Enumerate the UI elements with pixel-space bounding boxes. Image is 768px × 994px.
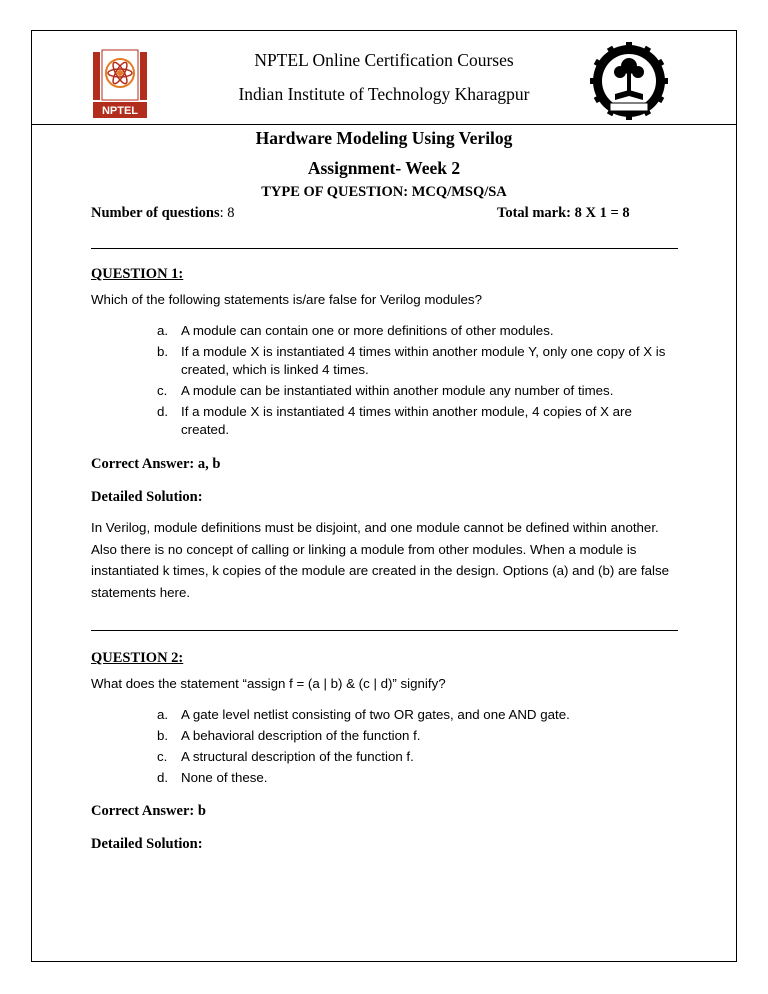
option-text: None of these.: [181, 770, 268, 785]
question-1-solution-label: Detailed Solution:: [91, 489, 203, 505]
question-2-options: [157, 706, 667, 790]
option-letter: c.: [157, 383, 168, 398]
section-divider: [91, 630, 678, 631]
document-subtitle: Assignment- Week 2: [307, 158, 461, 178]
question-1-solution-text: In Verilog, module definitions must be disjoint, and one module cannot be defined within another. Also there is no concept of calling or linking a module from other modules. When a module is instantiated k times, k copies of the module are created in the design. Options (a) and (b) are false statements here.: [91, 520, 669, 600]
question-2-option-b: [157, 727, 667, 745]
question-1-text: Which of the following statements is/are false for Verilog modules?: [91, 292, 482, 307]
option-text: If a module X is instantiated 4 times within another module, 4 copies of X are created.: [181, 404, 632, 437]
question-2-option-c: [157, 748, 667, 766]
option-letter: b.: [157, 344, 169, 359]
option-letter: d.: [157, 770, 169, 785]
question-2-correct-answer: Correct Answer: b: [91, 803, 206, 819]
option-text: A module can contain one or more definitions of other modules.: [181, 323, 554, 338]
svg-text:NPTEL: NPTEL: [101, 105, 139, 117]
question-1-correct-answer: Correct Answer: a, b: [91, 456, 221, 472]
question-1-option-c: [157, 382, 667, 400]
question-2-text: What does the statement “assign f = (a | b) & (c | d)” signify?: [91, 676, 446, 691]
option-letter: c.: [157, 749, 168, 764]
option-letter: a.: [157, 707, 169, 722]
option-text: A module can be instantiated within another module any number of times.: [181, 383, 614, 398]
header-course-title: NPTEL Online Certification Courses: [254, 50, 514, 70]
number-of-questions: [91, 205, 235, 222]
option-text: A gate level netlist consisting of two OR gates, and one AND gate.: [181, 707, 570, 722]
question-2-option-d: [157, 769, 667, 787]
option-text: If a module X is instantiated 4 times within another module Y, only one copy of X is created, which is linked 4 times.: [181, 344, 666, 377]
option-letter: a.: [157, 323, 169, 338]
question-2-option-a: [157, 706, 667, 724]
question-2-solution-label: Detailed Solution:: [91, 836, 203, 852]
question-1-option-d: [157, 403, 667, 439]
number-of-questions-value: : 8: [219, 205, 235, 221]
document-title: Hardware Modeling Using Verilog: [255, 128, 513, 148]
option-text: A behavioral description of the function f.: [181, 728, 421, 743]
question-2-heading: QUESTION 2:: [91, 650, 184, 666]
number-of-questions-label: Number of questions: [91, 205, 220, 221]
header-institute: Indian Institute of Technology Kharagpur: [238, 84, 530, 104]
option-letter: d.: [157, 404, 169, 419]
option-text: A structural description of the function f.: [181, 749, 414, 764]
question-1-heading: QUESTION 1:: [91, 266, 184, 282]
total-mark: Total mark: 8 X 1 = 8: [497, 205, 630, 221]
section-divider: [91, 248, 678, 249]
option-letter: b.: [157, 728, 169, 743]
question-1-options: [157, 322, 667, 442]
question-1-option-a: [157, 322, 667, 340]
question-1-option-b: [157, 343, 667, 379]
header-divider: [31, 124, 737, 125]
question-type: TYPE OF QUESTION: MCQ/MSQ/SA: [261, 184, 507, 200]
